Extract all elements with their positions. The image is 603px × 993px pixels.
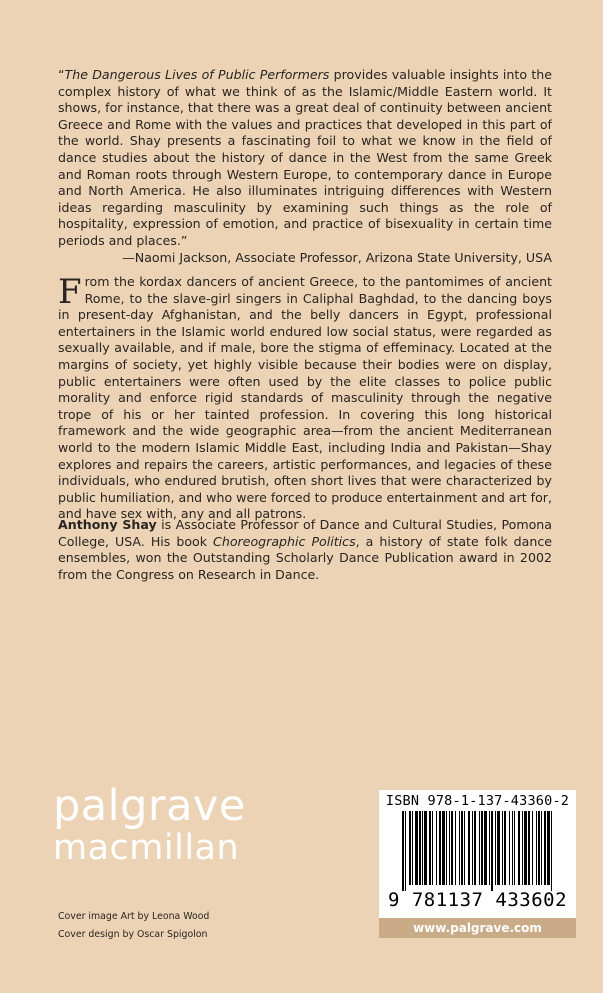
bio-text-1: is Associate Professor of Dance and Cultural Studies, Pomona College, USA. His book (58, 517, 552, 549)
barcode-bar (509, 811, 510, 885)
logo-palgrave: palgrave (53, 781, 246, 831)
barcode-bar (512, 811, 513, 885)
barcode-bar (538, 811, 540, 885)
cover-credits (58, 908, 209, 944)
barcode-bar (514, 811, 515, 885)
barcode-bar (551, 811, 552, 891)
bio-book-title: Choreographic Politics (213, 533, 356, 549)
barcode-bar (518, 811, 520, 885)
barcode-bar (474, 811, 476, 885)
quote-text: provides valuable insights into the complex history of what we think of as the Islamic/Middle Eastern world. It shows, for instance, that there was a great deal of continuity between ancient Greece and Rome with the values and practices that developed in this part of the world. Shay presents a fascinating foil to what we know in the field of dance studies about the history of dance in the West from the same Greek and Roman roots through Western Europe, to contemporary dance in Europe and North America. He also illuminates intriguing differences with Western ideas regarding masculinity by examining such things as the role of hospitality, expression of emotion, and practice of bisexuality in certain time periods and places.” (58, 67, 552, 248)
book-description (58, 274, 552, 523)
barcode-bar (409, 811, 411, 885)
barcode (379, 790, 576, 918)
barcode-bar (468, 811, 470, 885)
barcode-bar (536, 811, 537, 885)
barcode-bar (528, 811, 530, 885)
barcode-bar (481, 811, 483, 885)
open-quote-mark: “ (58, 67, 65, 82)
barcode-bar (472, 811, 473, 885)
barcode-bar (489, 811, 490, 885)
barcode-bar (429, 811, 431, 885)
author-bio (58, 517, 552, 583)
barcode-bar (484, 811, 487, 885)
barcode-bar (544, 811, 546, 885)
description-text: rom the kordax dancers of ancient Greece, to the pantomimes of ancient Rome, to the slave-girl singers in Caliphal Baghdad, to the dancing boys in present-day Afghanistan, and the belly dancers in Egypt, professional entertainers in the Islamic world endured low social status, were regarded as sexually available, and if male, bore the stigma of effeminacy. Located at the margins of society, yet highly visible because their bodies were on display, public entertainers were often used by the elite classes to police public morality and enforce rigid standards of masculinity through the negative trope of his or her tainted profession. In covering this long historical framework and the wide geographic area—from the ancient Mediterranean world to the modern Islamic Middle East, including India and Pakistan—Shay explores and repairs the careers, artistic performances, and legacies of these individuals, who endured brutish, often short lives that were characterized by public humiliation, and who were forced to produce entertainment and art for, and have sex with, any and all patrons. (58, 274, 552, 522)
publisher-url: www.palgrave.com (379, 918, 576, 938)
barcode-bar (432, 811, 433, 885)
quote-body (58, 67, 552, 250)
barcode-bar (464, 811, 465, 885)
barcode-bar (419, 811, 421, 885)
publisher-logo (53, 781, 246, 868)
barcode-bar (502, 811, 503, 885)
drop-cap: F (58, 272, 82, 312)
barcode-bar (495, 811, 496, 885)
barcode-bar (412, 811, 413, 885)
description-paragraph (58, 274, 552, 523)
barcode-bar (504, 811, 506, 885)
barcode-bar (547, 811, 550, 885)
barcode-bar (491, 811, 493, 891)
book-title: The Dangerous Lives of Public Performers (64, 67, 330, 82)
barcode-bar (459, 811, 460, 885)
barcode-bar (497, 811, 500, 885)
barcode-bar (522, 811, 523, 885)
barcode-bar (455, 811, 456, 885)
barcode-bar (446, 811, 447, 885)
isbn-text: ISBN 978-1-137-43360-2 (385, 793, 570, 809)
barcode-bar (541, 811, 542, 885)
barcode-bar (415, 811, 418, 885)
author-name: Anthony Shay (58, 517, 157, 532)
bio-paragraph (58, 517, 552, 583)
barcode-bar (461, 811, 463, 885)
barcode-bar (424, 811, 427, 885)
barcode-bar (436, 811, 437, 885)
barcode-bar (442, 811, 445, 885)
cover-image-credit: Cover image Art by Leona Wood (58, 911, 210, 922)
cover-design-credit: Cover design by Oscar Spigolon (58, 929, 208, 940)
endorsement-quote (58, 67, 552, 266)
barcode-bar (449, 811, 450, 885)
bio-text-2: , a history of state folk dance ensembles, won the Outstanding Scholarly Dance Publication award in 2002 from the Congress on Research in Dance. (58, 533, 553, 582)
barcode-bar (439, 811, 441, 885)
logo-macmillan: macmillan (53, 828, 240, 868)
barcode-bar (532, 811, 533, 885)
barcode-bar (405, 811, 406, 891)
barcode-bar (479, 811, 480, 885)
ean-digits: 9 781137 433602 (387, 889, 568, 911)
barcode-bar (451, 811, 453, 885)
barcode-bar (422, 811, 423, 885)
barcode-bar (524, 811, 527, 885)
quote-attribution: —Naomi Jackson, Associate Professor, Arizona State University, USA (122, 249, 552, 265)
barcode-bars (402, 811, 553, 891)
barcode-bar (402, 811, 404, 891)
